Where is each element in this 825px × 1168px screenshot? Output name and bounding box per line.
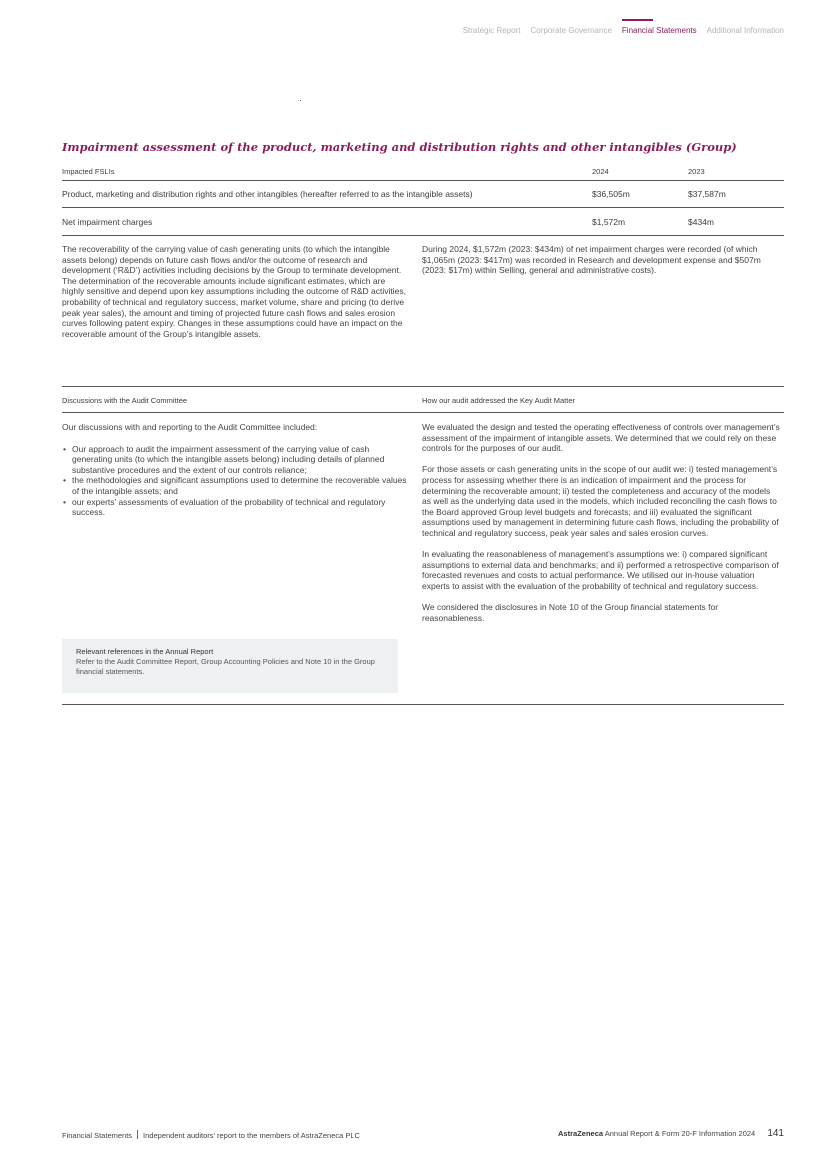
section-title: Impairment assessment of the product, marketing and distribution rights and other intangibles (Group)	[62, 140, 737, 154]
audit-paragraph: In evaluating the reasonableness of management’s assumptions we: i) compared significant assumptions to external data and benchmarks; and ii) performed a retrospective comparison of forecasted revenues and costs to actual performance. We utilised our in-house valuation experts to assist with the evaluation of the probability of technical and regulatory success.	[422, 549, 779, 591]
charges-description	[422, 244, 777, 276]
table-row	[62, 181, 784, 208]
charges-description-text: During 2024, $1,572m (2023: $434m) of net impairment charges were recorded (of which $1,065m (2023: $417m) was recorded in Research and development expense and $507m (2023: $17m) within Selling, general and administrative costs).	[422, 244, 761, 276]
row-label: Product, marketing and distribution rights and other intangibles (hereafter referred to as the intangible assets)	[62, 189, 473, 199]
divider	[62, 704, 784, 705]
footer-report: Annual Report & Form 20-F Information 2024	[604, 1129, 756, 1138]
divider	[62, 386, 784, 387]
header-2024: 2024	[592, 166, 609, 176]
footer-brand: AstraZeneca	[558, 1129, 604, 1138]
audit-response-column	[422, 422, 780, 623]
references-text: Refer to the Audit Committee Report, Group Accounting Policies and Note 10 in the Group financial statements.	[76, 657, 375, 676]
footer-separator	[137, 1130, 138, 1139]
footer-report-info	[558, 1128, 784, 1139]
stray-dot	[300, 100, 301, 101]
table-row	[62, 208, 784, 236]
row-label: Net impairment charges	[62, 216, 153, 227]
nav-additional-information[interactable]: Additional Information	[706, 26, 784, 35]
nav-strategic-report[interactable]: Strategic Report	[462, 26, 521, 35]
audit-response-heading: How our audit addressed the Key Audit Matter	[422, 396, 576, 405]
table-header-row	[62, 162, 784, 181]
relevant-references-box	[62, 639, 398, 693]
footer-subtitle: Independent auditors’ report to the members of AstraZeneca PLC	[143, 1131, 360, 1140]
header-2023: 2023	[688, 166, 705, 176]
discussions-list	[62, 444, 408, 518]
row-value-2024: $36,505m	[592, 189, 630, 199]
audit-paragraph: For those assets or cash generating units in the scope of our audit we: i) tested management’s process for assessing whether there is an indication of impairment and the process for determining the recoverable amount; ii) tested the completeness and accuracy of the models as well as the underlying data used in the models, which included reconciling the cash flows to the Board approved Group level budgets and forecasts; and iii) evaluated the significant assumptions used by management in determining future cash flows, including the probability of technical and regulatory success, peak year sales and sales erosion curves.	[422, 464, 779, 538]
nav-corporate-governance[interactable]: Corporate Governance	[530, 26, 612, 35]
audit-paragraph: We considered the disclosures in Note 10 of the Group financial statements for reasonableness.	[422, 602, 719, 623]
risk-description	[62, 244, 407, 339]
references-title: Relevant references in the Annual Report	[76, 647, 214, 656]
list-item: • our experts’ assessments of evaluation of the probability of technical and regulatory success.	[62, 497, 408, 518]
divider	[62, 412, 784, 413]
list-item: • the methodologies and significant assumptions used to determine the recoverable values of the intangible assets; and	[62, 475, 408, 496]
discussions-heading: Discussions with the Audit Committee	[62, 396, 188, 405]
row-value-2023: $434m	[688, 216, 714, 227]
footer-section: Financial Statements	[62, 1131, 133, 1140]
row-value-2023: $37,587m	[688, 189, 726, 199]
discussions-intro: Our discussions with and reporting to the Audit Committee included:	[62, 422, 318, 432]
top-navigation	[463, 26, 784, 35]
risk-description-text: The recoverability of the carrying value of cash generating units (to which the intangible assets belong) depends on future cash flows and/or the outcome of research and development (‘R&D’) activities including decisions by the Group to terminate development. The determination of the recoverable amounts include significant estimates, which are highly sensitive and depend upon key assumptions including the outcome of R&D activities, probability of technical and regulatory success, market volume, share and pricing (to derive peak year sales), the amount and timing of projected future cash flows and sales erosion curves following patent expiry. Changes in these assumptions could have an impact on the recoverable amount of the Group’s intangible assets.	[62, 244, 406, 339]
impacted-fslis-table	[62, 162, 784, 236]
discussions-column	[62, 422, 408, 518]
list-item: • Our approach to audit the impairment assessment of the carrying value of cash generating units (to which the intangible assets belong) including details of planned substantive procedures and the extent of our controls reliance;	[62, 444, 408, 476]
nav-financial-statements[interactable]: Financial Statements	[621, 26, 697, 35]
header-fslis: Impacted FSLIs	[62, 166, 115, 176]
audit-paragraph: We evaluated the design and tested the operating effectiveness of controls over management’s assessment of the impairment of intangible assets. We determined that we could rely on these controls for the purposes of our audit.	[422, 422, 780, 454]
page-number: 141	[767, 1128, 784, 1139]
footer-breadcrumb	[62, 1130, 360, 1140]
row-value-2024: $1,572m	[592, 216, 626, 227]
